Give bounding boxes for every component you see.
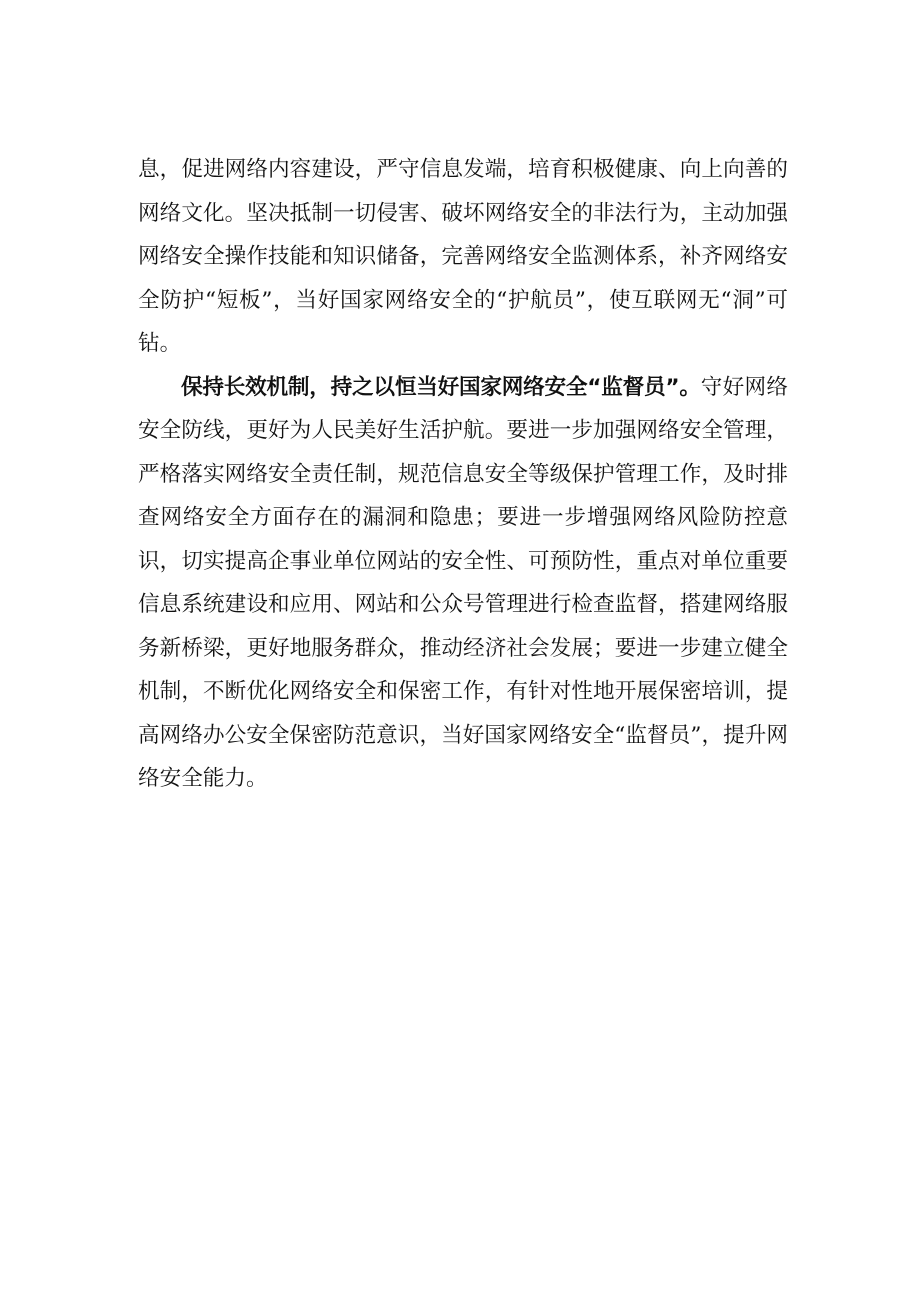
paragraph-text: 守好网络安全防线，更好为人民美好生活护航。要进一步加强网络安全管理，严格落实网络安全责任制，规范信息安全等级保护管理工作，及时排查网络安全方面存在的漏洞和隐患；要进一步增强网络风险防控意识，切实提高企事业单位网站的安全性、可预防性，重点对单位重要信息系统建设和应用、网站和公众号管理进行检查监督，搭建网络服务新桥梁，更好地服务群众，推动经济社会发展；要进一步建立健全机制，不断优化网络安全和保密工作，有针对性地开展保密培训，提高网络办公安全保密防范意识，当好国家网络安全“监督员”，提升网络安全能力。: [138, 374, 788, 791]
paragraph-text: 息，促进网络内容建设，严守信息发端，培育积极健康、向上向善的网络文化。坚决抵制一切侵害、破坏网络安全的非法行为，主动加强网络安全操作技能和知识储备，完善网络安全监测体系，补齐网络安全防护“短板”，当好国家网络安全的“护航员”，使互联网无“洞”可钻。: [138, 157, 788, 356]
document-body: [138, 148, 788, 801]
paragraph-supervisor: [138, 366, 788, 801]
paragraph-continuation: [138, 148, 788, 366]
paragraph-lead-heading: 保持长效机制，持之以恒当好国家网络安全“监督员”。: [181, 374, 701, 400]
